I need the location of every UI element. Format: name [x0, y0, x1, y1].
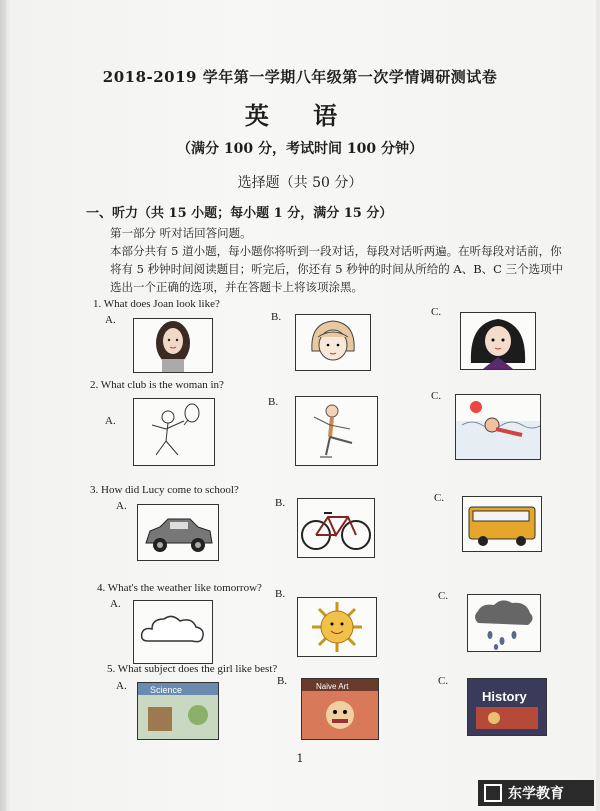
q3-option-b[interactable]: B.: [275, 497, 286, 509]
logo-mark-icon: [484, 784, 502, 802]
q2-option-b[interactable]: B.: [268, 396, 279, 408]
q3-option-a[interactable]: A.: [116, 500, 127, 512]
art-book-picture[interactable]: [301, 678, 379, 740]
q4-option-b[interactable]: B.: [275, 588, 286, 600]
long-hair-girl-picture[interactable]: [133, 318, 213, 373]
publisher-logo: [478, 780, 594, 806]
q5-option-c[interactable]: C.: [438, 675, 449, 687]
art-book-title: Naive Art: [316, 682, 349, 691]
question-2: 2. What club is the woman in?: [90, 379, 224, 391]
question-5: 5. What subject does the girl like best?: [107, 663, 278, 675]
listening-instructions: 本部分共有 5 道小题，每小题你将听到一段对话，每段对话听两遍。在听每段对话前，你将有 5 秒钟时间阅读题目；听完后，你还有 5 秒钟的时间从所给的 A、B、C 三个选项中选出一个正确的选项，并在答题卡上将该项涂黑。: [110, 244, 564, 294]
exam-title: 2018-2019 学年第一学期八年级第一次学情调研测试卷: [102, 68, 498, 86]
question-1: 1. What does Joan look like?: [93, 298, 220, 310]
swimmer-picture[interactable]: [455, 394, 541, 460]
subject-title: 英 语: [244, 101, 356, 130]
question-4: 4. What's the weather like tomorrow?: [97, 582, 262, 594]
q4-option-a[interactable]: A.: [110, 598, 121, 610]
section-title: 选择题（共 50 分）: [237, 175, 363, 191]
car-picture[interactable]: [137, 504, 219, 561]
bicycle-picture[interactable]: [297, 498, 375, 558]
q5-option-a[interactable]: A.: [116, 680, 127, 692]
cloud-picture[interactable]: [133, 600, 213, 664]
curly-hair-girl-picture[interactable]: [460, 312, 536, 370]
bob-hair-girl-picture[interactable]: [295, 314, 371, 371]
tennis-player-picture[interactable]: [133, 398, 215, 466]
ice-skater-picture[interactable]: [295, 396, 378, 466]
page-number: 1: [296, 752, 304, 765]
score-and-time: （满分 100 分，考试时间 100 分钟）: [177, 141, 423, 157]
q5-option-b[interactable]: B.: [277, 675, 288, 687]
sun-picture[interactable]: [297, 597, 377, 657]
q1-option-a[interactable]: A.: [105, 314, 116, 326]
history-book-picture[interactable]: [467, 678, 547, 736]
history-book-title: History: [482, 689, 527, 704]
bus-picture[interactable]: [462, 496, 542, 552]
science-book-title: Science: [150, 685, 183, 695]
q1-option-b[interactable]: B.: [271, 311, 282, 323]
q2-option-a[interactable]: A.: [105, 415, 116, 427]
part-one-subheading: 第一部分 听对话回答问题。: [110, 226, 252, 240]
q1-option-c[interactable]: C.: [431, 306, 442, 318]
q4-option-c[interactable]: C.: [438, 590, 449, 602]
listening-heading: 一、听力（共 15 小题；每小题 1 分，满分 15 分）: [86, 206, 393, 221]
question-3: 3. How did Lucy come to school?: [90, 484, 239, 496]
q2-option-c[interactable]: C.: [431, 390, 442, 402]
q3-option-c[interactable]: C.: [434, 492, 445, 504]
science-book-picture[interactable]: [137, 682, 219, 740]
logo-text: 东学教育: [508, 786, 564, 802]
rain-cloud-picture[interactable]: [467, 594, 541, 652]
